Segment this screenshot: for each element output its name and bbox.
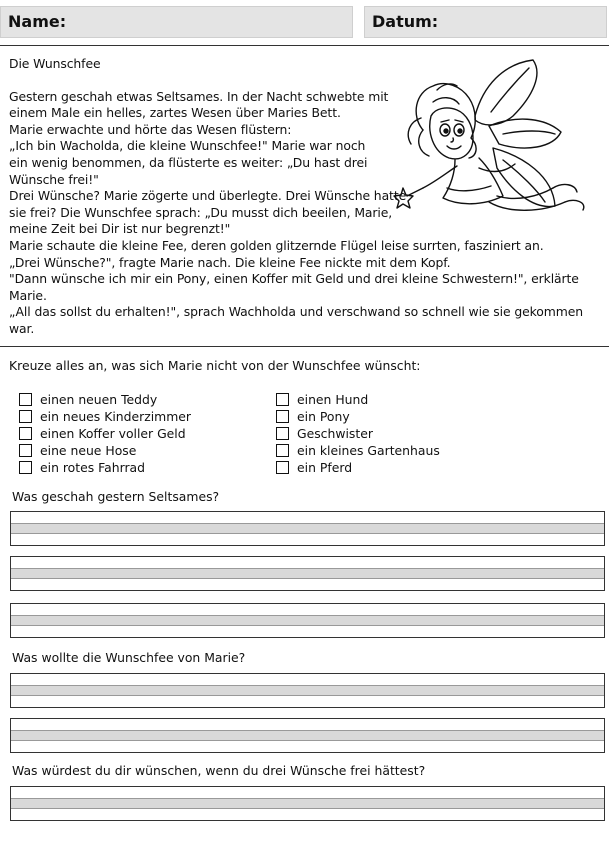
story-line: "Dann wünsche ich mir ein Pony, einen Koffer mit Geld und drei kleine Schwestern!", erklärte xyxy=(9,271,579,287)
checkbox[interactable] xyxy=(19,461,32,474)
question-3: Was würdest du dir wünschen, wenn du drei Wünsche frei hättest? xyxy=(12,763,426,778)
date-label: Datum: xyxy=(372,12,439,31)
option-label: ein Pferd xyxy=(297,459,353,475)
checkbox[interactable] xyxy=(276,410,289,423)
story-line: Marie. xyxy=(9,287,47,303)
task-instruction: Kreuze alles an, was sich Marie nicht von der Wunschfee wünscht: xyxy=(9,358,421,373)
option-left-4[interactable] xyxy=(19,459,145,475)
fairy-mouth xyxy=(447,146,461,149)
divider-middle xyxy=(0,346,609,347)
fairy-dress xyxy=(443,158,503,204)
answer-box[interactable] xyxy=(10,718,605,753)
story-line: Drei Wünsche? Marie zögerte und überlegte. Drei Wünsche hatte xyxy=(9,188,407,204)
option-left-1[interactable] xyxy=(19,408,191,424)
question-1: Was geschah gestern Seltsames? xyxy=(12,489,220,504)
option-label: eine neue Hose xyxy=(40,442,137,458)
story-line: Marie erwachte und hörte das Wesen flüstern: xyxy=(9,121,292,137)
story-title: Die Wunschfee xyxy=(9,56,101,71)
option-right-3[interactable] xyxy=(276,442,440,458)
option-label: ein Pony xyxy=(297,408,350,424)
story-line: sie frei? Die Wunschfee sprach: „Du musst dich beeilen, Marie, xyxy=(9,204,393,220)
option-left-3[interactable] xyxy=(19,442,136,458)
option-label: ein rotes Fahrrad xyxy=(40,459,145,475)
story-line: Wünsche frei!" xyxy=(9,171,99,187)
checkbox[interactable] xyxy=(276,393,289,406)
answer-box[interactable] xyxy=(10,786,605,821)
checkbox[interactable] xyxy=(276,427,289,440)
checkbox[interactable] xyxy=(19,427,32,440)
story-line: Marie schaute die kleine Fee, deren golden glitzernde Flügel leise surrten, fasziniert an. xyxy=(9,237,544,253)
option-right-2[interactable] xyxy=(276,425,373,441)
divider-top xyxy=(0,45,609,46)
option-label: einen Koffer voller Geld xyxy=(40,425,186,441)
story-line: „All das sollst du erhalten!", sprach Wachholda und verschwand so schnell wie sie gekommen xyxy=(9,304,583,320)
checkbox[interactable] xyxy=(19,410,32,423)
fairy-face xyxy=(430,108,473,159)
checkbox[interactable] xyxy=(276,461,289,474)
checkbox[interactable] xyxy=(276,444,289,457)
option-label: einen Hund xyxy=(297,391,369,407)
option-left-2[interactable] xyxy=(19,425,186,441)
fairy-arm xyxy=(423,166,457,188)
option-left-0[interactable] xyxy=(19,391,157,407)
answer-box[interactable] xyxy=(10,511,605,546)
story-line: Gestern geschah etwas Seltsames. In der Nacht schwebte mit xyxy=(9,88,389,104)
fairy-illustration xyxy=(393,56,605,232)
option-right-0[interactable] xyxy=(276,391,368,407)
story-line: „Drei Wünsche?", fragte Marie nach. Die kleine Fee nickte mit dem Kopf. xyxy=(9,254,451,270)
option-right-1[interactable] xyxy=(276,408,350,424)
story-line: einem Male ein helles, zartes Wesen über Maries Bett. xyxy=(9,105,341,121)
star-icon xyxy=(394,188,413,208)
option-label: ein kleines Gartenhaus xyxy=(297,442,440,458)
story-line: „Ich bin Wacholda, die kleine Wunschfee!" Marie war noch xyxy=(9,138,366,154)
question-2: Was wollte die Wunschfee von Marie? xyxy=(12,650,246,665)
story-line: war. xyxy=(9,320,35,336)
answer-box[interactable] xyxy=(10,603,605,638)
story-line: ein wenig benommen, da flüsterte es weiter: „Du hast drei xyxy=(9,154,368,170)
option-label: Geschwister xyxy=(297,425,373,441)
option-right-4[interactable] xyxy=(276,459,352,475)
answer-box[interactable] xyxy=(10,673,605,708)
story-line: meine Zeit bei Dir ist nur begrenzt!" xyxy=(9,221,231,237)
date-field[interactable] xyxy=(364,6,607,38)
option-label: einen neuen Teddy xyxy=(40,391,158,407)
option-label: ein neues Kinderzimmer xyxy=(40,408,192,424)
checkbox[interactable] xyxy=(19,393,32,406)
name-field[interactable] xyxy=(0,6,353,38)
checkbox[interactable] xyxy=(19,444,32,457)
answer-box[interactable] xyxy=(10,556,605,591)
name-label: Name: xyxy=(8,12,67,31)
